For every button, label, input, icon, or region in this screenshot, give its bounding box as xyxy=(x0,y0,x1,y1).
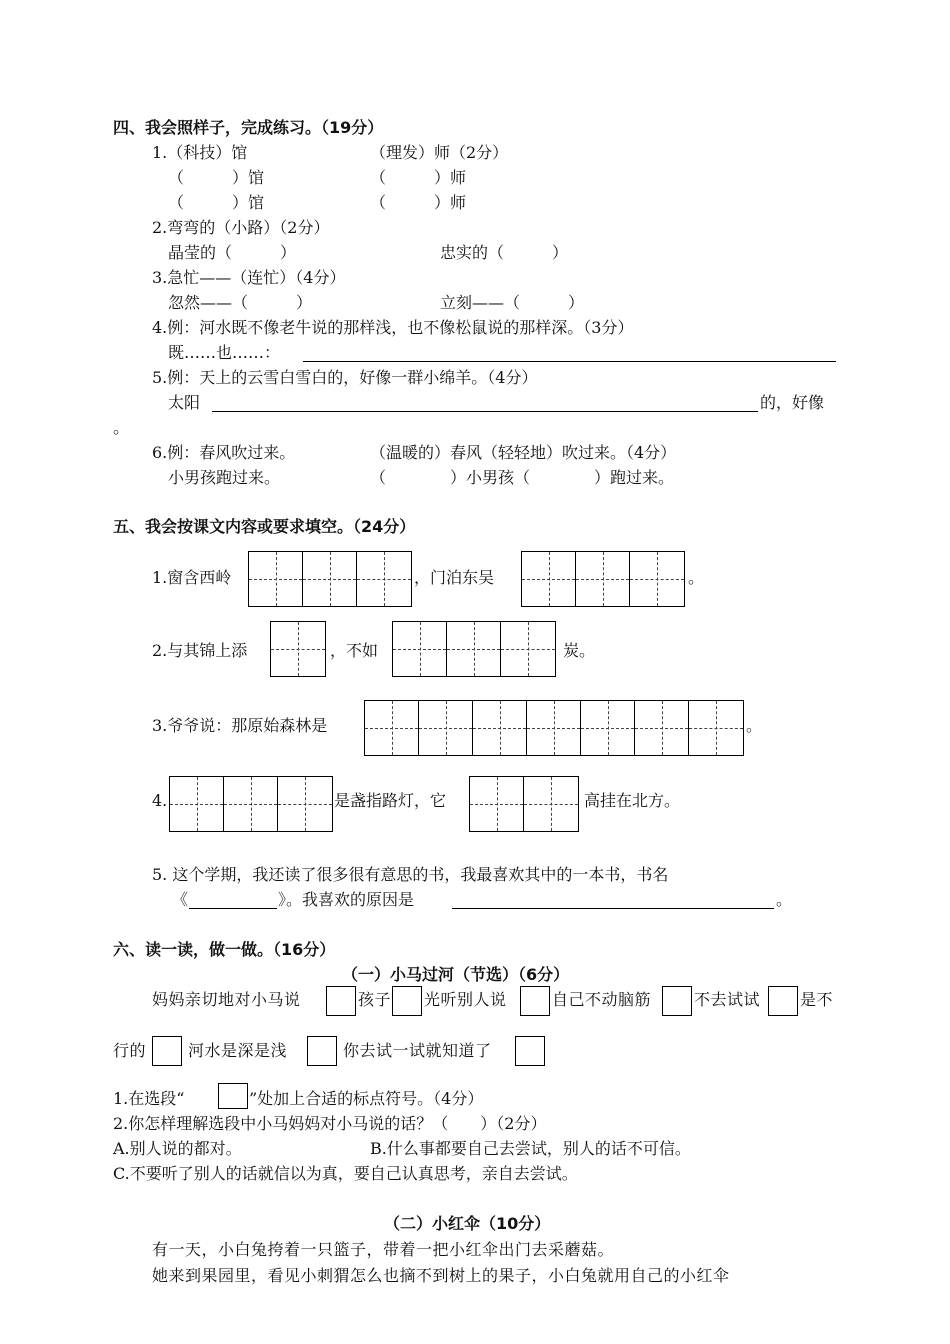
passage-1-title: （一）小马过河（节选）（6分） xyxy=(342,965,570,984)
q5-3-text-a: 3.爷爷说：那原始森林是 xyxy=(152,716,328,735)
q5-4-grid-a[interactable] xyxy=(169,776,333,832)
q4-5-end: 的，好像 xyxy=(760,393,825,412)
q5-4-text-a: 4. xyxy=(152,791,168,810)
q4-4-prompt: 既……也……： xyxy=(168,343,281,362)
q4-5-tail: 。 xyxy=(113,418,130,437)
p1-option-c[interactable]: C.不要听了别人的话就信以为真，要自己认真思考，亲自去尝试。 xyxy=(113,1164,578,1183)
passage-2-line-2: 她来到果园里，看见小刺猬怎么也摘不到树上的果子，小白兔就用自己的小红伞 xyxy=(152,1266,730,1285)
section-4-title: 四、我会照样子，完成练习。（19分） xyxy=(113,118,384,137)
q4-1-blank-1b[interactable]: （ ）师 xyxy=(370,168,467,187)
q4-6-title: 6.例：春风吹过来。 xyxy=(152,443,296,462)
q5-1-text-c: 。 xyxy=(688,568,705,587)
punctuation-box[interactable] xyxy=(307,1036,337,1066)
q5-5-text-c: 》。我喜欢的原因是 xyxy=(278,890,415,909)
q4-6-sentence: 小男孩跑过来。 xyxy=(168,468,281,487)
q5-2-text-c: 炭。 xyxy=(563,641,596,660)
punctuation-box[interactable] xyxy=(520,986,550,1016)
q5-5-text-a: 5. 这个学期，我还读了很多很有意思的书，我最喜欢其中的一本书，书名 xyxy=(152,865,669,884)
q5-2-text-a: 2.与其锦上添 xyxy=(152,641,248,660)
q5-5-text-d: 。 xyxy=(776,890,793,909)
q4-5-title: 5.例：天上的云雪白雪白的，好像一群小绵羊。（4分） xyxy=(152,368,538,387)
passage-1-seg-1: 妈妈亲切地对小马说 xyxy=(152,990,301,1009)
passage-2-title: （二）小红伞（10分） xyxy=(384,1214,551,1233)
punctuation-box[interactable] xyxy=(392,986,422,1016)
q5-2-grid-b[interactable] xyxy=(392,621,556,677)
p1-option-b[interactable]: B.什么事都要自己去尝试，别人的话不可信。 xyxy=(370,1139,691,1158)
q4-1-example-b: （理发）师（2分） xyxy=(370,143,509,162)
q5-5-reason-line[interactable] xyxy=(452,890,774,909)
passage-1-seg-4: 自己不动脑筋 xyxy=(552,990,652,1009)
q4-1-blank-1a[interactable]: （ ）馆 xyxy=(168,168,265,187)
q4-6-blank[interactable]: （ ）小男孩（ ）跑过来。 xyxy=(370,468,675,487)
q4-3-blank-a[interactable]: 忽然——（ ） xyxy=(168,293,313,312)
q4-2-blank-b[interactable]: 忠实的（ ） xyxy=(440,243,569,262)
q4-1-blank-2b[interactable]: （ ）师 xyxy=(370,193,467,212)
q5-1-text-a: 1.窗含西岭 xyxy=(152,568,232,587)
q5-5-open-quote: 《 xyxy=(172,890,189,909)
q5-3-text-b: 。 xyxy=(746,716,763,735)
p1-q1-text-b: ”处加上合适的标点符号。（4分） xyxy=(249,1089,484,1108)
q5-1-grid-b[interactable] xyxy=(521,551,685,607)
q5-2-text-b: ，不如 xyxy=(330,641,379,660)
q5-1-text-b: ，门泊东吴 xyxy=(414,568,495,587)
q5-3-grid[interactable] xyxy=(364,700,744,756)
punctuation-box[interactable] xyxy=(326,986,356,1016)
passage-1-seg-8: 河水是深是浅 xyxy=(188,1041,288,1060)
q5-4-text-b: 是盏指路灯，它 xyxy=(334,791,447,810)
q5-5-book-title-line[interactable] xyxy=(189,890,277,909)
q4-4-answer-line[interactable] xyxy=(303,343,836,362)
passage-1-seg-7: 行的 xyxy=(113,1041,147,1060)
passage-1-seg-6: 是不 xyxy=(800,990,834,1009)
q5-4-grid-b[interactable] xyxy=(469,776,579,832)
punctuation-box[interactable] xyxy=(662,986,692,1016)
q4-5-answer-line[interactable] xyxy=(212,393,758,412)
q5-4-text-c: 高挂在北方。 xyxy=(584,791,681,810)
q4-4-title: 4.例：河水既不像老牛说的那样浅，也不像松鼠说的那样深。（3分） xyxy=(152,318,634,337)
q4-3-blank-b[interactable]: 立刻——（ ） xyxy=(440,293,585,312)
q4-2-blank-a[interactable]: 晶莹的（ ） xyxy=(168,243,297,262)
q4-2-title: 2.弯弯的（小路）（2分） xyxy=(152,218,330,237)
q4-3-title: 3.急忙——（连忙）（4分） xyxy=(152,268,346,287)
q4-5-start: 太阳 xyxy=(168,393,201,412)
passage-1-seg-3: 光听别人说 xyxy=(424,990,507,1009)
punctuation-box[interactable] xyxy=(152,1036,182,1066)
passage-2-line-1: 有一天，小白兔挎着一只篮子，带着一把小红伞出门去采蘑菇。 xyxy=(152,1240,615,1259)
section-5-title: 五、我会按课文内容或要求填空。（24分） xyxy=(113,517,416,536)
p1-q1-text-a: 1.在选段“ xyxy=(113,1089,185,1108)
q4-6-title2: （温暖的）春风（轻轻地）吹过来。（4分） xyxy=(370,443,677,462)
passage-1-seg-2: 孩子 xyxy=(358,990,392,1009)
p1-option-a[interactable]: A.别人说的都对。 xyxy=(113,1139,242,1158)
q4-1-example-a: 1.（科技）馆 xyxy=(152,143,248,162)
punctuation-box[interactable] xyxy=(515,1036,545,1066)
q4-1-blank-2a[interactable]: （ ）馆 xyxy=(168,193,265,212)
q5-2-grid-a[interactable] xyxy=(270,621,326,677)
punctuation-box-sample xyxy=(218,1083,248,1109)
p1-q2[interactable]: 2.你怎样理解选段中小马妈妈对小马说的话？（ ）（2分） xyxy=(113,1114,547,1133)
passage-1-seg-9: 你去试一试就知道了 xyxy=(343,1041,492,1060)
q5-1-grid-a[interactable] xyxy=(248,551,412,607)
passage-1-seg-5: 不去试试 xyxy=(694,990,761,1009)
section-6-title: 六、读一读，做一做。（16分） xyxy=(113,940,336,959)
punctuation-box[interactable] xyxy=(768,986,798,1016)
